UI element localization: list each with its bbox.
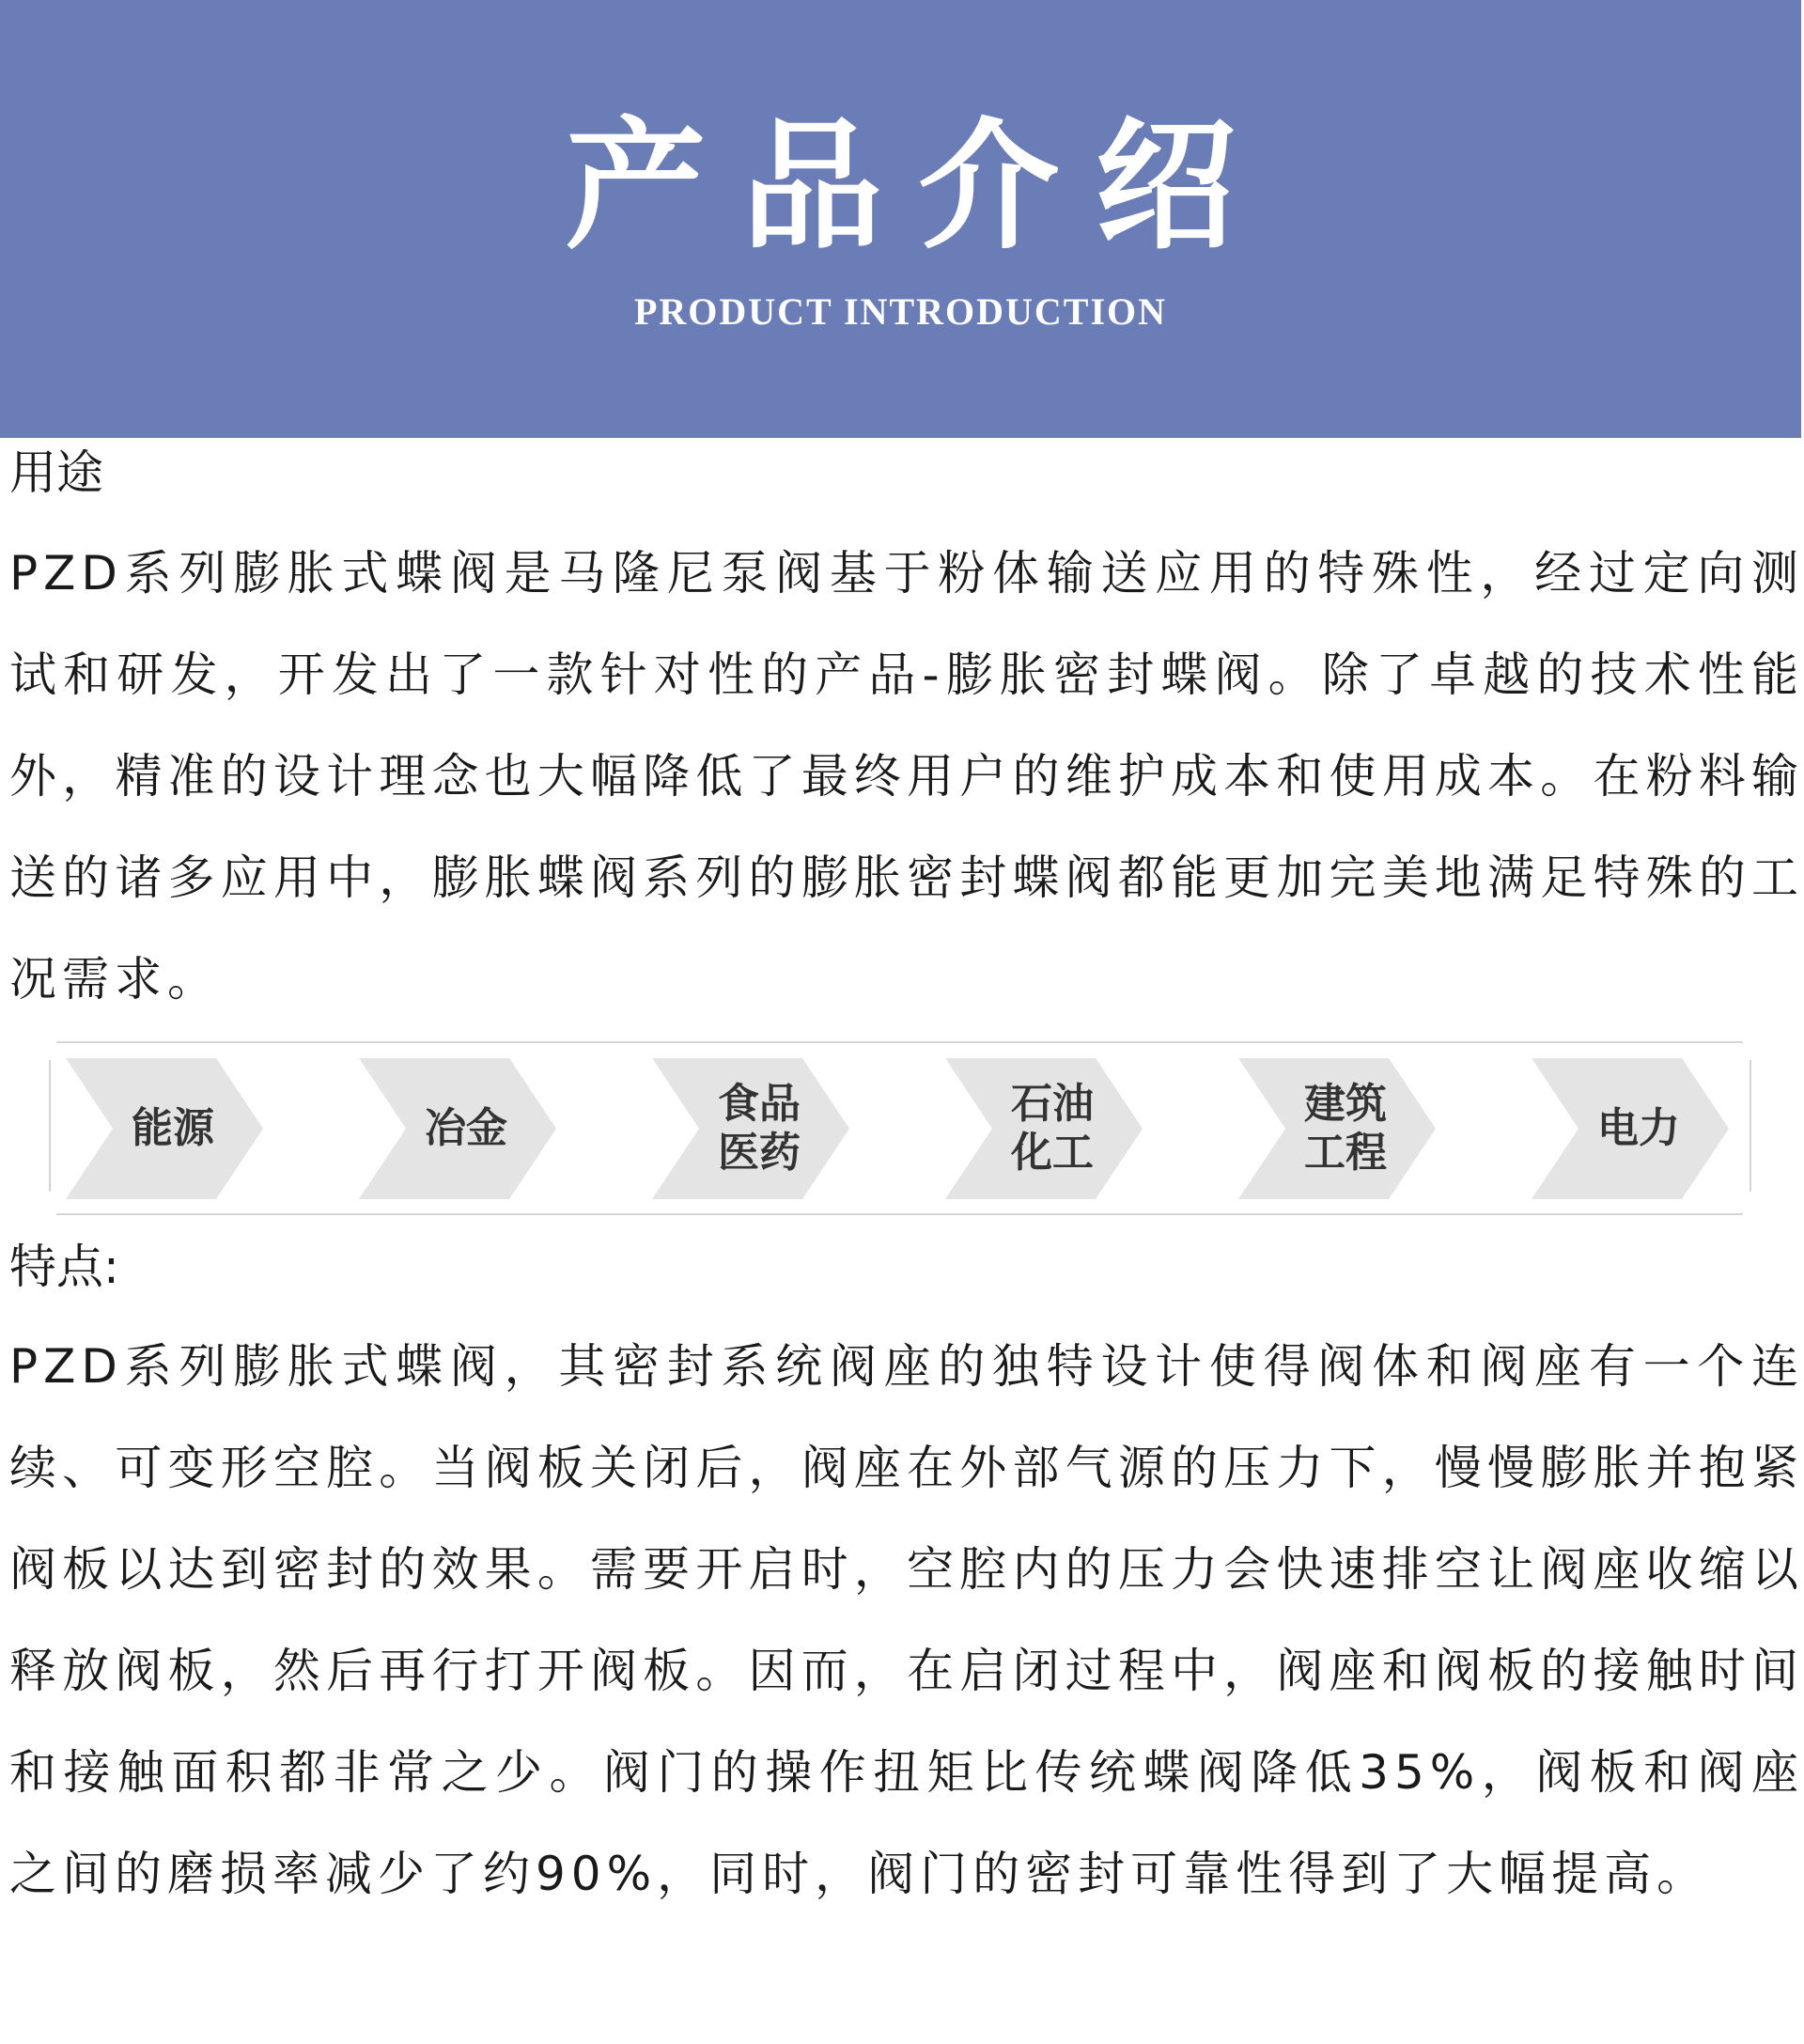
strip-bottom-border — [56, 1213, 1743, 1215]
usage-paragraph: PZD系列膨胀式蝶阀是马隆尼泵阀基于粉体输送应用的特殊性，经过定向测试和研发，开发出了一款针对性的产品-膨胀密封蝶阀。除了卓越的技术性能外，精准的设计理念也大幅降低了最终用户的维护成本和使用成本。在粉料输送的诸多应用中，膨胀蝶阀系列的膨胀密封蝶阀都能更加完美地满足特殊的工况需求。 — [9, 546, 1804, 1006]
industry-strip — [47, 1041, 1752, 1215]
industry-label: 石油 化工 — [1011, 1080, 1094, 1177]
header-banner — [0, 0, 1801, 438]
features-paragraph: PZD系列膨胀式蝶阀，其密封系统阀座的独特设计使得阀体和阀座有一个连续、可变形空腔。当阀板关闭后，阀座在外部气源的压力下，慢慢膨胀并抱紧阀板以达到密封的效果。需要开启时，空腔内的压力会快速排空让阀座收缩以释放阀板，然后再行打开阀板。因而，在启闭过程中，阀座和阀板的接触时间和接触面积都非常之少。阀门的操作扭矩比传统蝶阀降低35%，阀板和阀座之间的磨损率减少了约90%，同时，阀门的密封可靠性得到了大幅提高。 — [9, 1339, 1804, 1901]
industry-label: 电力 — [1597, 1104, 1680, 1152]
industry-label: 建筑 工程 — [1304, 1080, 1387, 1177]
industry-petrochemical — [945, 1058, 1143, 1199]
strip-top-border — [56, 1041, 1743, 1043]
industry-label: 能源 — [132, 1104, 214, 1152]
industry-food-medicine — [652, 1058, 849, 1199]
strip-right-border — [1750, 1060, 1751, 1192]
industry-construction — [1238, 1058, 1436, 1199]
industry-power — [1532, 1058, 1729, 1199]
features-heading: 特点: — [9, 1240, 119, 1294]
page-subtitle: PRODUCT INTRODUCTION — [633, 290, 1168, 333]
industry-metallurgy — [359, 1058, 556, 1199]
industry-label: 食品 医药 — [718, 1080, 801, 1177]
industry-label: 冶金 — [425, 1104, 507, 1152]
strip-left-border — [49, 1060, 51, 1192]
industry-energy — [66, 1058, 263, 1199]
page-title: 产品介绍 — [565, 103, 1272, 269]
usage-heading: 用途 — [9, 445, 103, 500]
